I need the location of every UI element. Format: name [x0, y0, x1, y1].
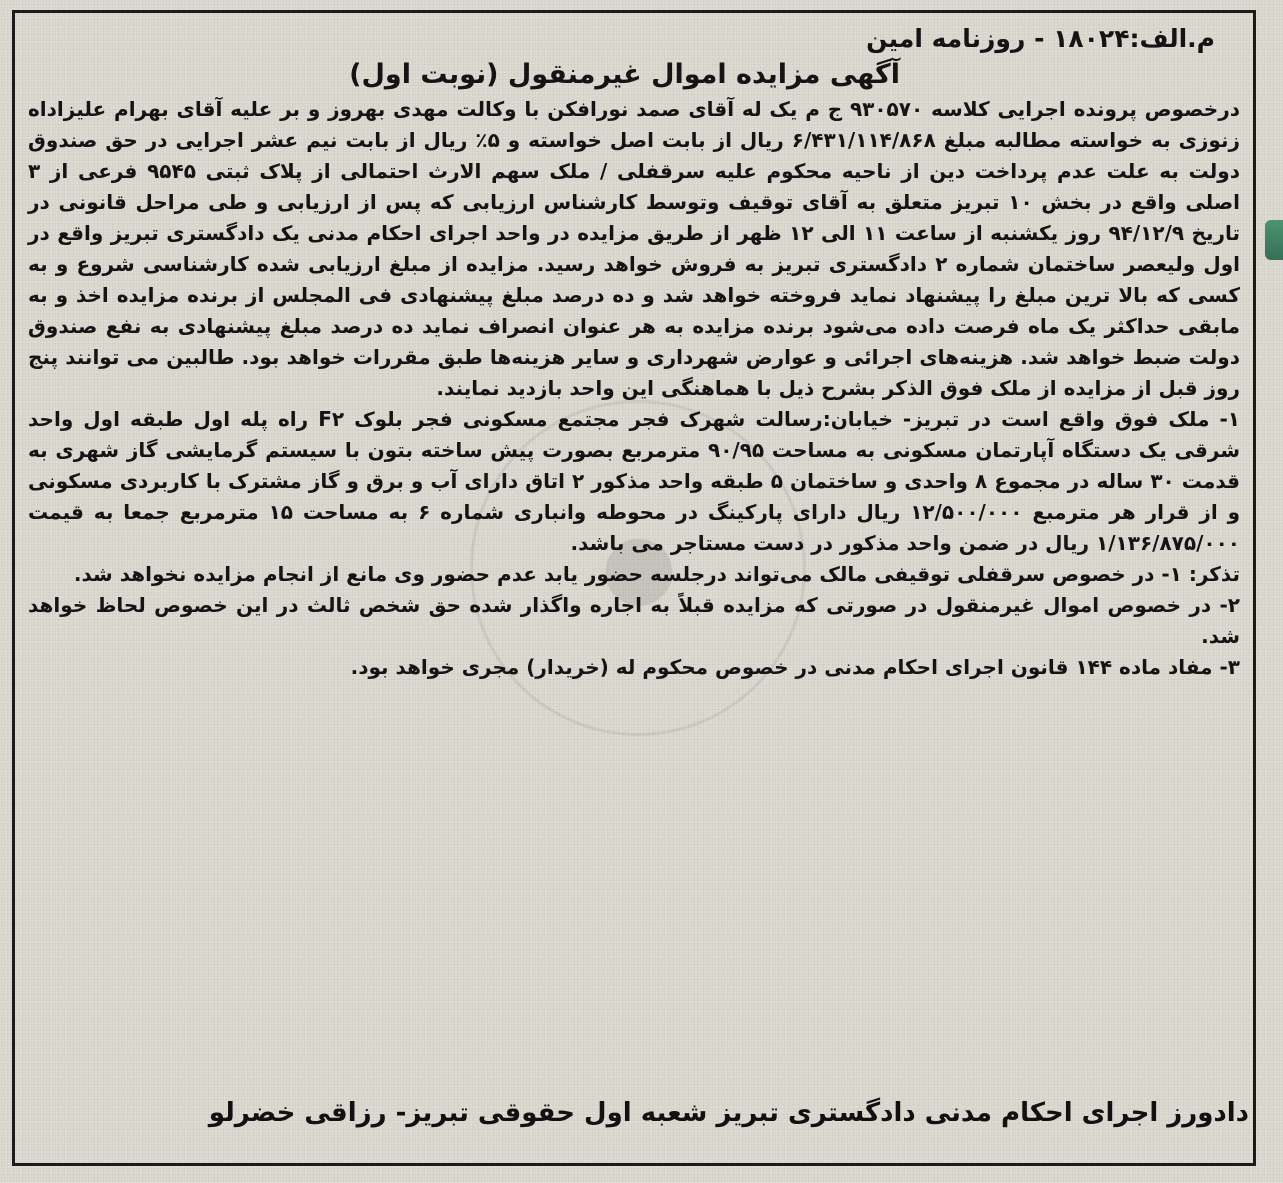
note-2: ۲- در خصوص اموال غیرمنقول در صورتی که مزایده قبلاً به اجاره واگذار شده حق شخص ثالث در این خصوص لحاظ خواهد شد.: [28, 593, 1240, 648]
notice-title: آگهی مزایده اموال غیرمنقول (نوبت اول): [349, 59, 900, 90]
notice-content: [28, 22, 1240, 683]
watermark-stamp: ⬤: [439, 369, 838, 768]
notice-body: درخصوص پرونده اجرایی کلاسه ۹۳۰۵۷۰ ج م یک له آقای صمد نورافکن با وکالت مهدی بهروز و بر علیه آقای بهرام علیزاداه زنوزی به خواسته مطالبه مبلغ ۶/۴۳۱/۱۱۴/۸۶۸ ریال از بابت اصل خواسته و ۵٪ ریال از بابت نیم عشر اجرایی در حق صندوق دولت به علت عدم پرداخت دین از ناحیه محکوم علیه سرقفلی / ملک سهم الارث احتمالی از پلاک ثبتی ۹۵۴۵ فرعی از ۳ اصلی واقع در بخش ۱۰ تبریز متعلق به آقای توقیف وتوسط کارشناس ارزیابی که پس از ارزیابی و طی مراحل قانونی در تاریخ ۹۴/۱۲/۹ روز یکشنبه از ساعت ۱۱ الی ۱۲ ظهر از طریق مزایده در واحد اجرای احکام مدنی یک دادگستری تبریز واقع در اول ولیعصر ساختمان شماره ۲ دادگستری تبریز به فروش خواهد رسید. مزایده از مبلغ ارزیابی شده کارشناسی شروع و به کسی که بالا ترین مبلغ را پیشنهاد نماید فروخته خواهد شد و ده درصد مبلغ پیشنهادی فی المجلس از برنده مزایده اخذ و به مابقی حداکثر یک ماه فرصت داده می‌شود برنده مزایده به هر عنوان انصراف نماید ده درصد مبلغ پیشنهادی به نفع صندوق دولت ضبط خواهد شد. هزینه‌های اجرائی و عوارض شهرداری و سایر هزینه‌ها طبق مقررات خواهد بود. طالبین می توانند پنج روز قبل از مزایده از ملک فوق الذکر بشرح ذیل با هماهنگی این واحد بازدید نمایند.: [28, 97, 1240, 400]
side-color-tab: [1265, 220, 1283, 260]
property-description: ۱- ملک فوق واقع است در تبریز- خیابان:رسالت شهرک فجر مجتمع مسکونی فجر بلوک F۲ راه پله اول طبقه اول واحد شرقی یک دستگاه آپارتمان مسکونی به مساحت ۹۰/۹۵ مترمربع بصورت پیش ساخته بتون با سیستم گرمایشی گاز شهری به قدمت ۳۰ ساله در مجموع ۸ واحدی و ساختمان ۵ طبقه واحد مذکور ۲ اتاق دارای آب و برق و گاز مشترک با کاربردی مسکونی و از قرار هر مترمبع ۱۲/۵۰۰/۰۰۰ ریال دارای پارکینگ در محوطه وانباری شماره ۶ به مساحت ۱۵ مترمربع جمعا به قیمت ۱/۱۳۶/۸۷۵/۰۰۰ ریال در ضمن واحد مذکور در دست مستاجر می باشد.: [28, 407, 1241, 555]
notice-signature: دادورز اجرای احکام مدنی دادگستری تبریز شعبه اول حقوقی تبریز- رزاقی خضرلو: [208, 1098, 1249, 1128]
note-1: تذکر: ۱- در خصوص سرقفلی توقیفی مالک می‌تواند درجلسه حضور یابد عدم حضور وی مانع از انجام مزایده نخواهد شد.: [73, 562, 1240, 586]
notice-reference: م.الف:۱۸۰۲۴ - روزنامه امین: [866, 24, 1215, 53]
note-3: ۳- مفاد ماده ۱۴۴ قانون اجرای احکام مدنی در خصوص محکوم له (خریدار) مجری خواهد بود.: [350, 655, 1240, 679]
